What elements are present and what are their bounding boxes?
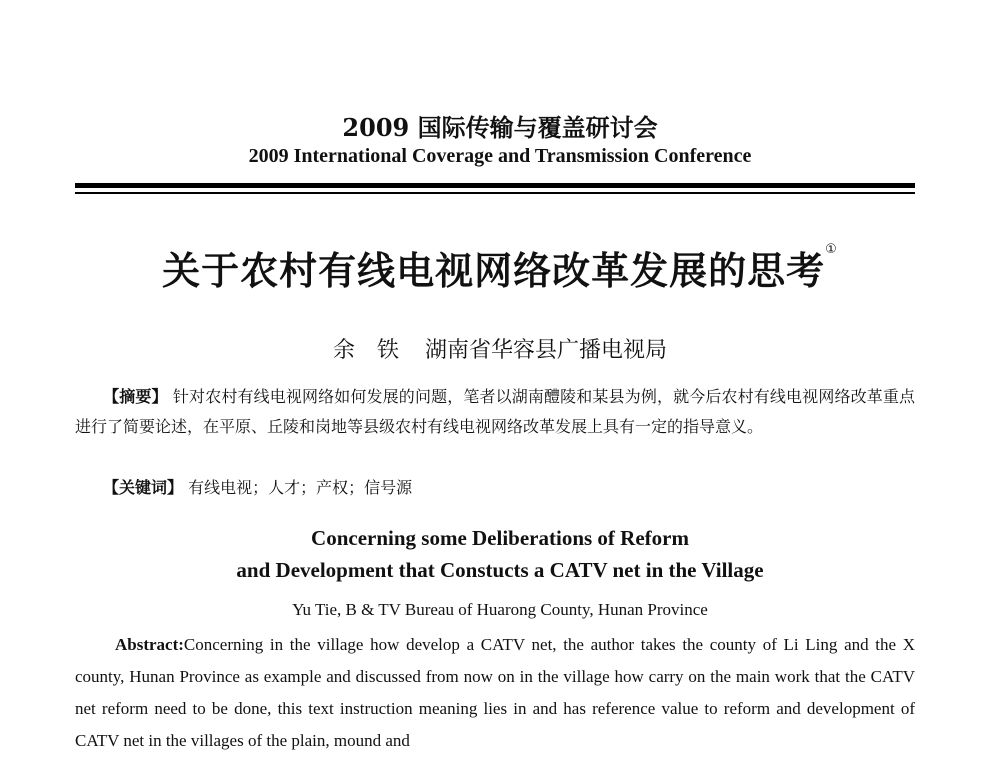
header-rule-thick xyxy=(75,183,915,188)
author-line-cn xyxy=(0,333,1000,364)
author-line-en: Yu Tie, B & TV Bureau of Huarong County, Hunan Province xyxy=(292,600,708,619)
paper-title-en xyxy=(0,522,1000,586)
paper-title-en-line1: Concerning some Deliberations of Reform xyxy=(311,526,689,550)
abstract-en xyxy=(75,629,915,757)
keywords-cn xyxy=(75,473,915,503)
abstract-label-cn: 【摘要】 xyxy=(103,387,168,406)
author-name-cn: 余 铁 xyxy=(332,338,399,363)
keywords-text-cn: 有线电视；人才；产权；信号源 xyxy=(188,478,413,497)
paper-title-cn xyxy=(0,240,1000,295)
abstract-cn xyxy=(75,382,915,442)
conference-title-cn: 2009 国际传输与覆盖研讨会 xyxy=(342,113,658,142)
conference-title-en: 2009 International Coverage and Transmission Conference xyxy=(248,145,752,167)
abstract-text-cn: 针对农村有线电视网络如何发展的问题，笔者以湖南醴陵和某县为例，就今后农村有线电视网络改革重点进行了简要论述，在平原、丘陵和岗地等县级农村有线电视网络改革发展上具有一定的指导意义。 xyxy=(75,387,915,436)
paper-title-en-line2: and Development that Constucts a CATV net in the Village xyxy=(236,558,764,582)
keywords-label-cn: 【关键词】 xyxy=(103,478,184,497)
header-rule-thin xyxy=(75,192,915,194)
paper-title-cn-text: 关于农村有线电视网络改革发展的思考 xyxy=(162,249,826,293)
footnote-marker: ① xyxy=(825,242,838,257)
author-affiliation-cn: 湖南省华容县广播电视局 xyxy=(425,338,668,363)
abstract-label-en: Abstract: xyxy=(115,635,184,654)
abstract-text-en: Concerning in the village how develop a CATV net, the author takes the county of Li Ling and the X county, Hunan Province as example and discussed from now on in the village how carry on the main work that the CATV net reform need to be done, this text instruction meaning lies in and has reference value to reform and development of CATV net in the villages of the plain, mound and xyxy=(75,635,915,750)
